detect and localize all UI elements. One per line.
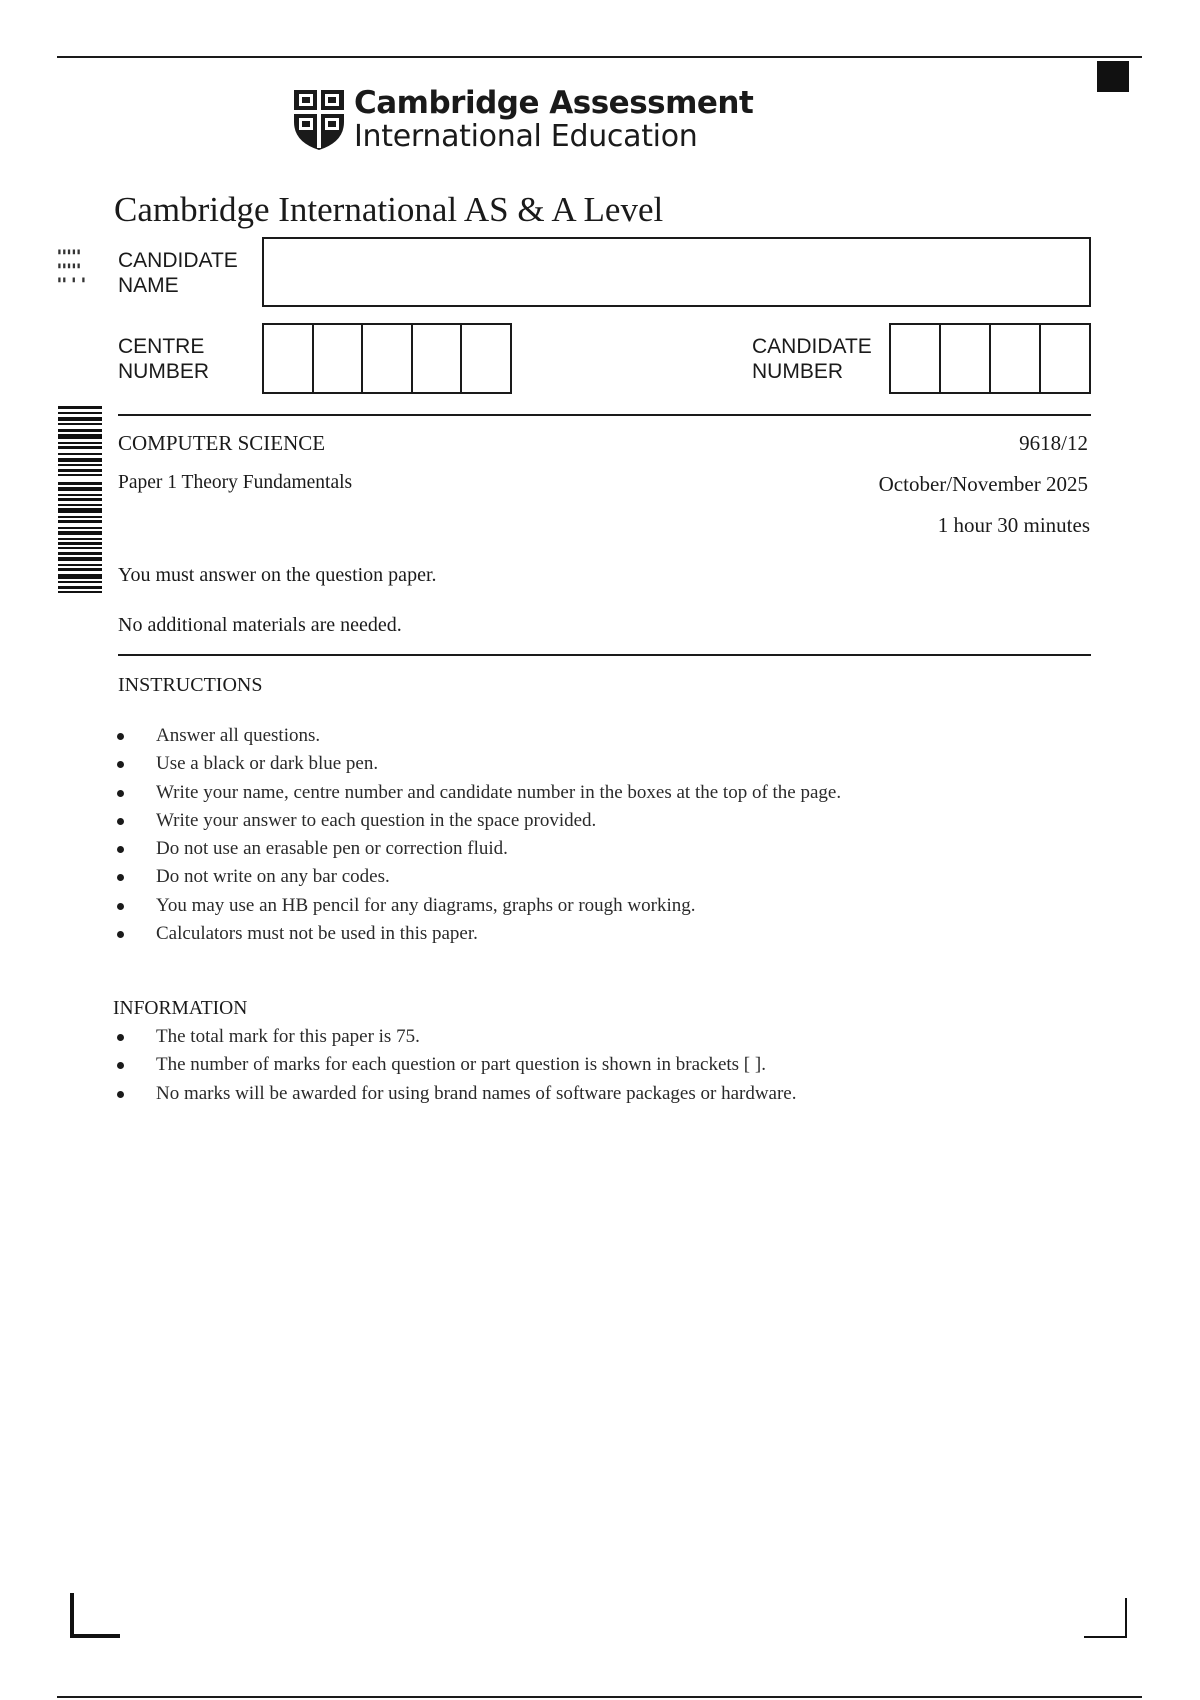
list-item: Do not write on any bar codes. [114,863,841,891]
section-rule-2 [118,654,1091,656]
list-item: Calculators must not be used in this paper. [114,920,841,948]
crest-icon [292,88,346,152]
candidate-name-field[interactable] [262,237,1091,307]
instructions-list [114,722,841,948]
top-border-rule [57,56,1142,58]
candidate-number-cell[interactable] [991,325,1041,392]
logo-line-2: International Education [354,119,698,154]
barcode [58,406,102,638]
paper-code: 9618/12 [1019,431,1088,455]
instructions-heading: INSTRUCTIONS [118,674,263,696]
exam-duration: 1 hour 30 minutes [937,513,1090,537]
list-item: The number of marks for each question or part question is shown in brackets [ ]. [114,1051,797,1079]
list-item: The total mark for this paper is 75. [114,1023,797,1051]
candidate-number-cell[interactable] [941,325,991,392]
list-item: Use a black or dark blue pen. [114,750,841,778]
subject-name: COMPUTER SCIENCE [118,431,326,455]
centre-number-cell[interactable] [413,325,463,392]
bottom-border-rule [57,1696,1142,1698]
registration-square [1097,61,1129,92]
margin-code: ▮▮▮▮▮ ▮▮▮▮▮ ▮▮ ▮ ▮ [57,248,86,285]
list-item: Answer all questions. [114,722,841,750]
paper-title: Paper 1 Theory Fundamentals [118,472,353,493]
list-item: No marks will be awarded for using brand names of software packages or hardware. [114,1080,797,1108]
centre-number-cell[interactable] [314,325,364,392]
candidate-number-cell[interactable] [891,325,941,392]
centre-number-cell[interactable] [264,325,314,392]
candidate-number-field[interactable] [889,323,1091,394]
candidate-name-label: CANDIDATE NAME [118,249,238,297]
logo-line-1: Cambridge Assessment [354,85,754,121]
exam-session: October/November 2025 [878,472,1088,496]
centre-number-cell[interactable] [462,325,510,392]
centre-number-label: CENTRE NUMBER [118,335,210,383]
candidate-number-label: CANDIDATE NUMBER [752,335,872,383]
information-list [114,1023,797,1108]
corner-mark-bottom-right [1084,1598,1127,1638]
list-item: Write your answer to each question in the space provided. [114,807,841,835]
list-item: Do not use an erasable pen or correction fluid. [114,835,841,863]
list-item: Write your name, centre number and candidate number in the boxes at the top of the page. [114,779,841,807]
centre-number-field[interactable] [262,323,512,394]
list-item: You may use an HB pencil for any diagrams, graphs or rough working. [114,892,841,920]
centre-number-cell[interactable] [363,325,413,392]
materials-note: No additional materials are needed. [118,614,402,636]
section-rule-1 [118,414,1091,416]
qualification-title: Cambridge International AS & A Level [114,190,664,229]
candidate-number-cell[interactable] [1041,325,1089,392]
corner-mark-bottom-left [70,1593,120,1638]
information-heading: INFORMATION [113,998,248,1019]
logo [292,86,753,154]
answer-note: You must answer on the question paper. [118,564,437,586]
